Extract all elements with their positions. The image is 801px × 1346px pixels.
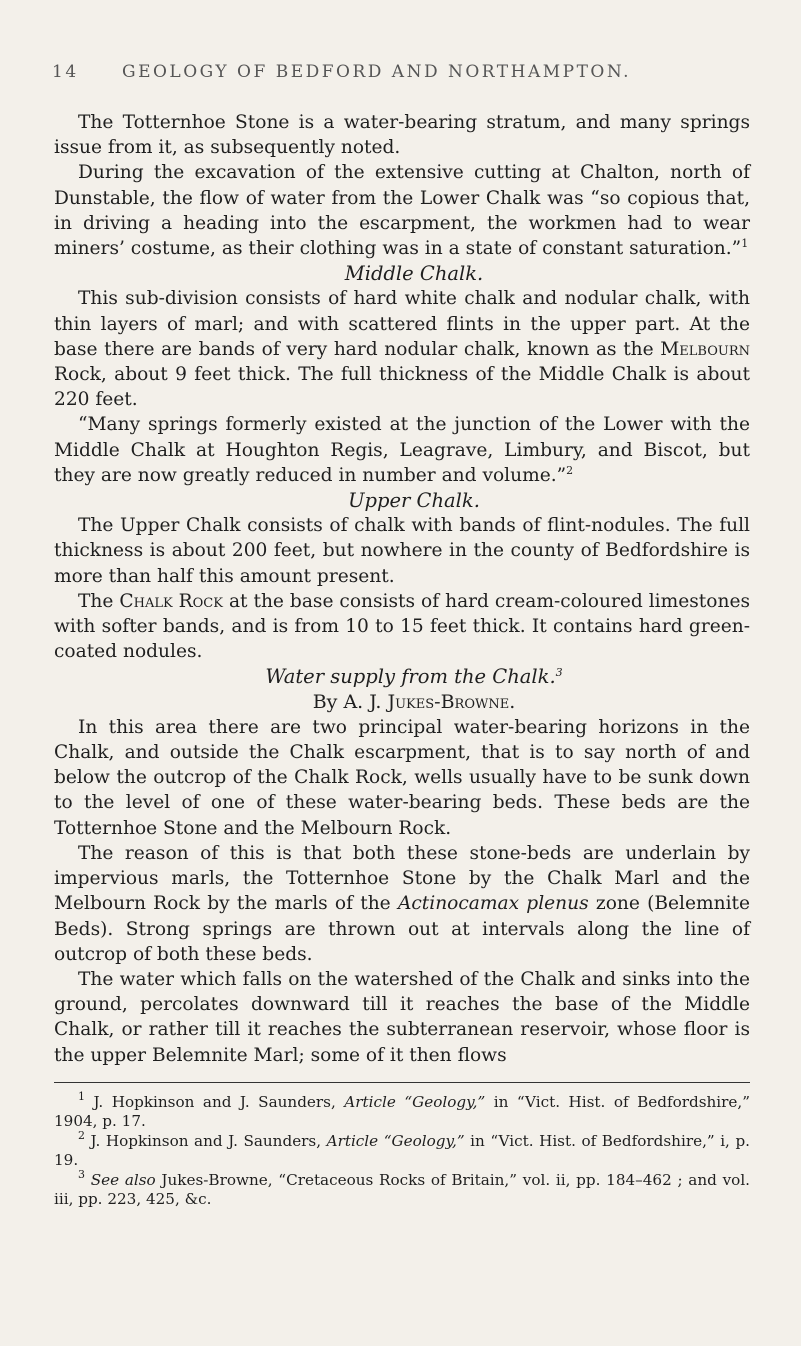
page-body	[54, 110, 750, 1210]
footnote-ref: 2	[566, 463, 574, 477]
footnote: $^1$ J. Hopkinson and J. Saunders, Article “Geology,” in “Vict. Hist. of Bedfordshire,” 1904, p. 17.	[54, 1089, 750, 1131]
section-heading-upper-chalk: Upper Chalk.	[348, 489, 480, 513]
paragraph: The Upper Chalk consists of chalk with bands of flint-nodules. The full thickness is about 200 feet, but nowhere in the county of Bedfordshire is more than half this amount present.	[54, 515, 750, 587]
paragraph: During the excavation of the extensive cutting at Chalton, north of Dunstable, the flow of water from the Lower Chalk was “so copious that, in driving a heading into the escarpment, the workmen had to wear miners’ costume, as their clothing was in a state of constant saturation.”$^1$	[54, 162, 750, 260]
paragraph: The reason of this is that both these stone-beds are underlain by impervious marls, the Totternhoe Stone by the Chalk Marl and the Melbourn Rock by the marls of the Actinocamax plenus zone (Belemnite Beds). Strong springs are thrown out at intervals along the line of outcrop of both these beds.	[54, 842, 750, 965]
paragraph: In this area there are two principal water-bearing horizons in the Chalk, and outside the Chalk escarpment, that is to say north of and below the outcrop of the Chalk Rock, wells usually have to be sunk down to the level of one of these water-bearing beds. These beds are the Totternhoe Stone and the Melbourn Rock.	[54, 716, 750, 839]
running-title: GEOLOGY OF BEDFORD AND NORTHAMPTON.	[122, 62, 632, 82]
section-heading-water-supply: Water supply from the Chalk.$^3$	[265, 665, 563, 689]
section-heading-middle-chalk: Middle Chalk.	[344, 262, 484, 286]
paragraph: “Many springs formerly existed at the junction of the Lower with the Middle Chalk at Houghton Regis, Leagrave, Limbury, and Biscot, but they are now greatly reduced in number and volume.”$^2$	[54, 414, 750, 486]
footnote-ref: 3	[555, 666, 563, 680]
footnote: $^2$ J. Hopkinson and J. Saunders, Article “Geology,” in “Vict. Hist. of Bedfordshire,” i, p. 19.	[54, 1128, 750, 1170]
paragraph: The Totternhoe Stone is a water-bearing stratum, and many springs issue from it, as subsequently noted.	[54, 112, 750, 159]
footnote-divider	[54, 1082, 750, 1083]
paragraph: This sub-division consists of hard white chalk and nodular chalk, with thin layers of marl; and with scattered flints in the upper part. At the base there are bands of very hard nodular chalk, known as the Melbourn Rock, about 9 feet thick. The full thickness of the Middle Chalk is about 220 feet.	[54, 288, 750, 411]
paragraph: The water which falls on the watershed of the Chalk and sinks into the ground, percolates downward till it reaches the base of the Middle Chalk, or rather till it reaches the subterranean reservoir, whose floor is the upper Belemnite Marl; some of it then flows	[54, 968, 750, 1066]
paragraph: The Chalk Rock at the base consists of hard cream-coloured limestones with softer bands, and is from 10 to 15 feet thick. It contains hard green-coated nodules.	[54, 590, 750, 663]
page-number: 14	[52, 62, 79, 82]
footnote: $^3$ See also Jukes-Browne, “Cretaceous Rocks of Britain,” vol. ii, pp. 184–462 ; and vol. iii, pp. 223, 425, &c.	[54, 1167, 750, 1209]
byline: By A. J. Jukes-Browne.	[312, 690, 516, 713]
footnote-ref: 1	[741, 237, 749, 251]
